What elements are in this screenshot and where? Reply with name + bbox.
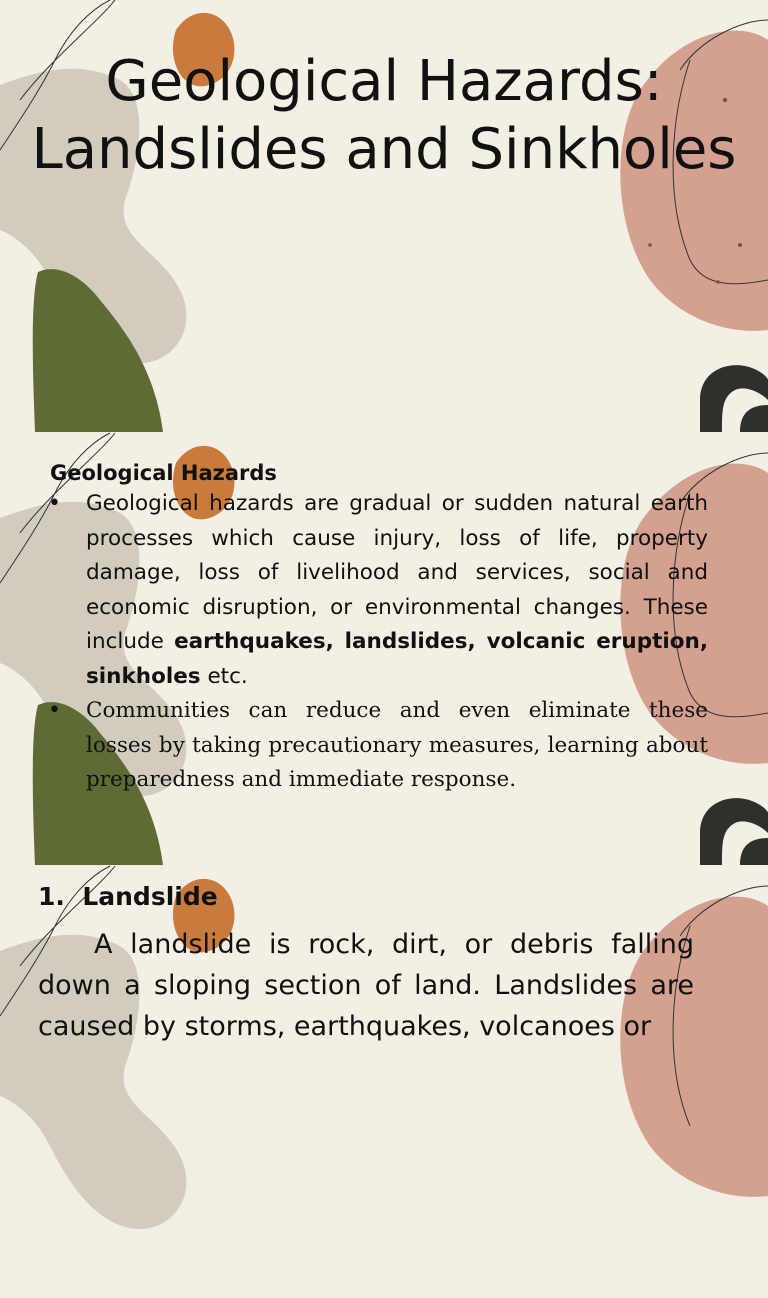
section-number: 1. [38, 882, 65, 911]
dot [738, 243, 742, 247]
title-slide [0, 0, 768, 432]
section-heading [38, 882, 218, 911]
bullet-text: Geological hazards are gradual or sudden natural earth processes which cause injury, loss of life, property damage, loss of livelihood and services, social and economic disruption, or environmental changes. These include [86, 491, 708, 654]
bullet-tail-text: etc. [200, 663, 248, 689]
bullet-text: Communities can reduce and even eliminate these losses by taking precautionary measures, learning about preparedness and immediate response. [86, 698, 708, 792]
content-slide [0, 433, 768, 865]
slide-title: Geological Hazards: Landslides and Sinkholes [31, 49, 737, 182]
dot [716, 280, 720, 284]
bullet-item [48, 487, 708, 694]
section-title: Landslide [82, 882, 218, 911]
charcoal-arches [700, 365, 768, 432]
slide-content [48, 461, 708, 798]
charcoal-arches [700, 798, 768, 865]
section-heading: Geological Hazards [50, 461, 277, 485]
bullet-list [48, 487, 708, 798]
bullet-item [48, 694, 708, 798]
dot [648, 243, 652, 247]
paragraph: A landslide is rock, dirt, or debris falling down a sloping section of land. Landslides are caused by storms, earthquakes, volcanoes or [38, 929, 694, 1042]
landslide-slide [0, 866, 768, 1042]
bullet-bold-text: earthquakes, landslides, volcanic eruption, sinkholes [86, 629, 709, 689]
